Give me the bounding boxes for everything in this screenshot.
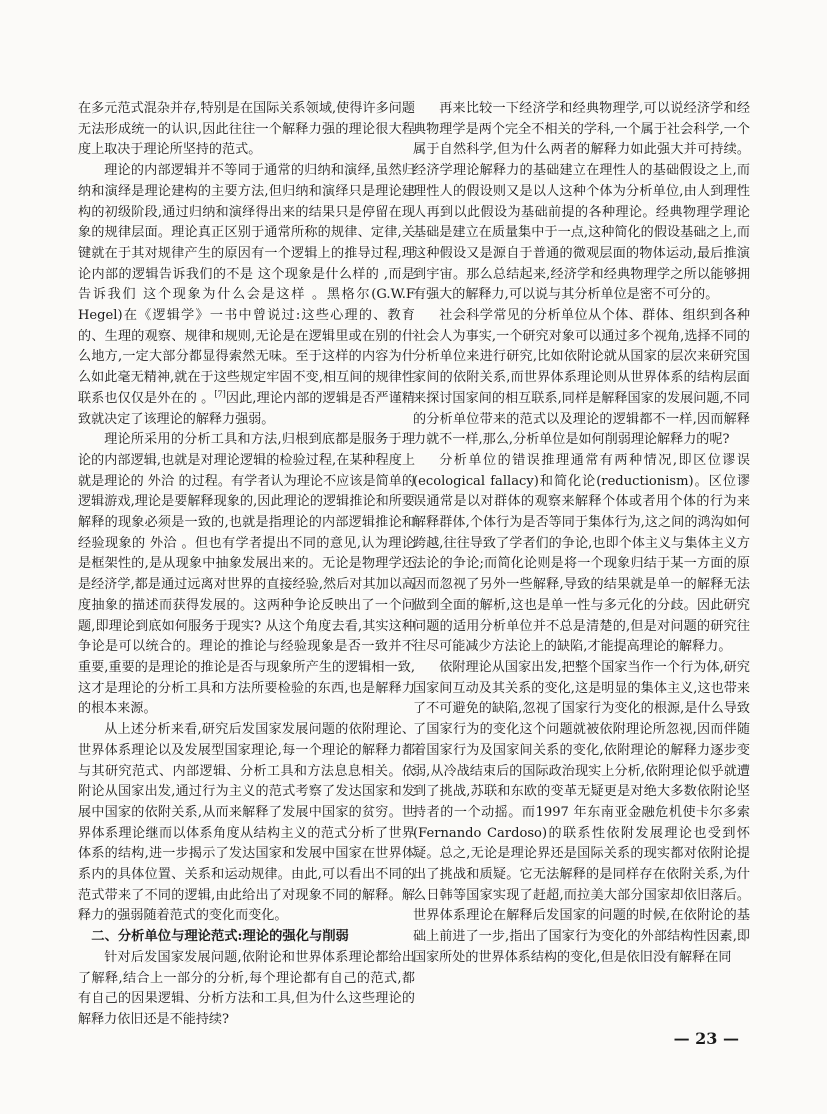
paragraph: 分析单位的错误推理通常有两种情况,即区位谬误(ecological fallacy)和简化论(reductionism)。区位谬误通常是以对群体的观察来解释个体或者用个体的行为来解释群体,个体行为是否等同于集体行为,这之间的鸿沟如何跨越,往往导致了学者们的争论,也即个体主义与集体主义方法论的争论;而简化论则是将一个现象归结于某一方面的原因而忽视了另外一些解释,导致的结果就是单一的解释无法做到全面的解析,这也是单一性与多元化的分歧。因此研究问题的适用分析单位并不总是清楚的,但是对问题的研究往往尽可能减少方法论上的缺陷,才能提高理论的解释力。 bbox=[413, 452, 750, 655]
paragraph: 依附理论从国家出发,把整个国家当作一个行为体,研究国家间互动及其关系的变化,这是明显的集体主义,这也带来了不可避免的缺陷,忽视了国家行为变化的根源,是什么导致了国家行为的变化这个问题就被依附理论所忽视,因而伴随着国家行为及国家间关系的变化,依附理论的解释力逐步变弱,从冷战结束后的国际政治现实上分析,依附理论似乎就遭到了挑战,苏联和东欧的变革无疑更是对绝大多数依附论坚持者的一个动摇。而1997 年东南亚金融危机使卡尔多索(Fernando Cardoso)的联系性依附发展理论也受到怀疑。总之,无论是理论界还是国际关系的现实都对依附论提出了挑战和质疑。它无法解释的是同样存在依附关系,为什么日韩等国家实现了赶超,而拉美大部分国家却依旧落后。世界体系理论在解释后发国家的问题的时候,在依附论的基础上前进了一步,指出了国家行为变化的外部结构性因素,即国家所处的世界体系结构的变化,但是依旧没有解释在同 bbox=[413, 659, 750, 965]
paragraph: 理论所采用的分析工具和方法,归根到底都是服务于理论的内部逻辑,也就是对理论逻辑的检验过程,在某种程度上就是理论的 外洽 的过程。有学者认为理论不应该是简单的逻辑游戏,理论是要解释现象的,因此理论的逻辑推论和所要解释的现象必须是一致的,也就是指理论的内部逻辑推论和经验现象的 外洽 。但也有学者提出不同的意见,认为理论是框架性的,是从现象中抽象发展出来的。无论是物理学还是经济学,都是通过远离对世界的直接经验,然后对其加以高度抽象的描述而获得发展的。这两种争论反映出了一个问题,即理论到底如何服务于现实? 从这个角度去看,其实这种争论是可以统合的。理论的推论与经验现象是否一致并不重要,重要的是理论的推论是否与现象所产生的逻辑相一致,这才是理论的分析工具和方法所要检验的东西,也是解释力的根本来源。 bbox=[78, 432, 415, 717]
page-number: — 23 — bbox=[673, 1029, 739, 1048]
paragraph-text: 理论的内部逻辑并不等同于通常的归纳和演绎,虽然归纳和演绎是理论建构的主要方法,但归纳和演绎只是理论建构的初级阶段,通过归纳和演绎得出来的结果只是停留在现象的规律层面。理论真正区别于通常所称的规律、定律,关键就在于其对规律产生的原因有一个逻辑上的推导过程,理论内部的逻辑告诉我们的不是 这个现象是什么样的 ,而是告诉我们 这个现象为什么会是这样 。黑格尔(G.W.F Hegel)在《逻辑学》一书中曾说过:这些心理的、教育的、生理的观察、规律和规则,无论是在逻辑里或在别的什么地方,一定大部分都显得索然无味。至于这样的内容为什么如此毫无精神,就在于这些规定牢固不变,相互间的规律性联系也仅仅是外在的 。 bbox=[78, 163, 415, 406]
paragraph: 再来比较一下经济学和经典物理学,可以说经济学和经典物理学是两个完全不相关的学科,一个属于社会科学,一个属于自然科学,但为什么两者的解释力如此强大并可持续。经济学理论解释力的基础建立在理性人的基础假设之上,而理性人的假设则又是以人这种个体为分析单位,由人到理性人再到以此假设为基础前提的各种理论。经典物理学理论基础是建立在质量集中于一点,这种简化的假设基础之上,而这种假设又是源自于普通的微观层面的物体运动,最后推演到宇宙。那么总结起来,经济学和经典物理学之所以能够拥有强大的解释力,可以说与其分析单位是密不可分的。 bbox=[413, 101, 750, 303]
paragraph: 社会科学常见的分析单位从个体、群体、组织到各种社会人为事实,一个研究对象可以通过多个视角,选择不同的分析单位来进行研究,比如依附论就从国家的层次来研究国家间的依附关系,而世界体系理论则从世界体系的结构层面来探讨国家间的相互联系,同样是解释国家的发展问题,不同的分析单位带来的范式以及理论的逻辑都不一样,因而解释力就不一样,那么,分析单位是如何削弱理论解释力的呢? bbox=[413, 308, 750, 448]
section-heading: 二、分析单位与理论范式:理论的强化与削弱 bbox=[91, 929, 349, 945]
paragraph: 从上述分析来看,研究后发国家发展问题的依附理论、世界体系理论以及发展型国家理论,每一个理论的解释力都与其研究范式、内部逻辑、分析工具和方法息息相关。依附论从国家出发,通过行为主义的范式考察了发达国家和发展中国家的依附关系,从而来解释了发展中国家的贫穷。世界体系理论继而以体系角度从结构主义的范式分析了世界体系的结构,进一步揭示了发达国家和发展中国家在世界体系内的具体位置、关系和运动规律。由此,可以看出不同的范式带来了不同的逻辑,由此给出了对现象不同的解释。解释力的强弱随着范式的变化而变化。 bbox=[78, 722, 415, 924]
citation-marker: [7] bbox=[214, 389, 226, 399]
left-column bbox=[78, 99, 415, 1031]
paragraph bbox=[78, 161, 415, 430]
paragraph-text: 因此,理论内部的逻辑是否严谨精致就决定了该理论的解释力强弱。 bbox=[78, 390, 415, 427]
paragraph: 在多元范式混杂并存,特别是在国际关系领域,使得许多问题无法形成统一的认识,因此往往一个解释力强的理论很大程度上取决于理论所坚持的范式。 bbox=[78, 101, 415, 158]
paragraph: 针对后发国家发展问题,依附论和世界体系理论都给出了解释,结合上一部分的分析,每个理论都有自己的范式,都有自己的因果逻辑、分析方法和工具,但为什么这些理论的解释力依旧还是不能持续? bbox=[78, 949, 415, 1027]
right-column bbox=[413, 99, 750, 969]
